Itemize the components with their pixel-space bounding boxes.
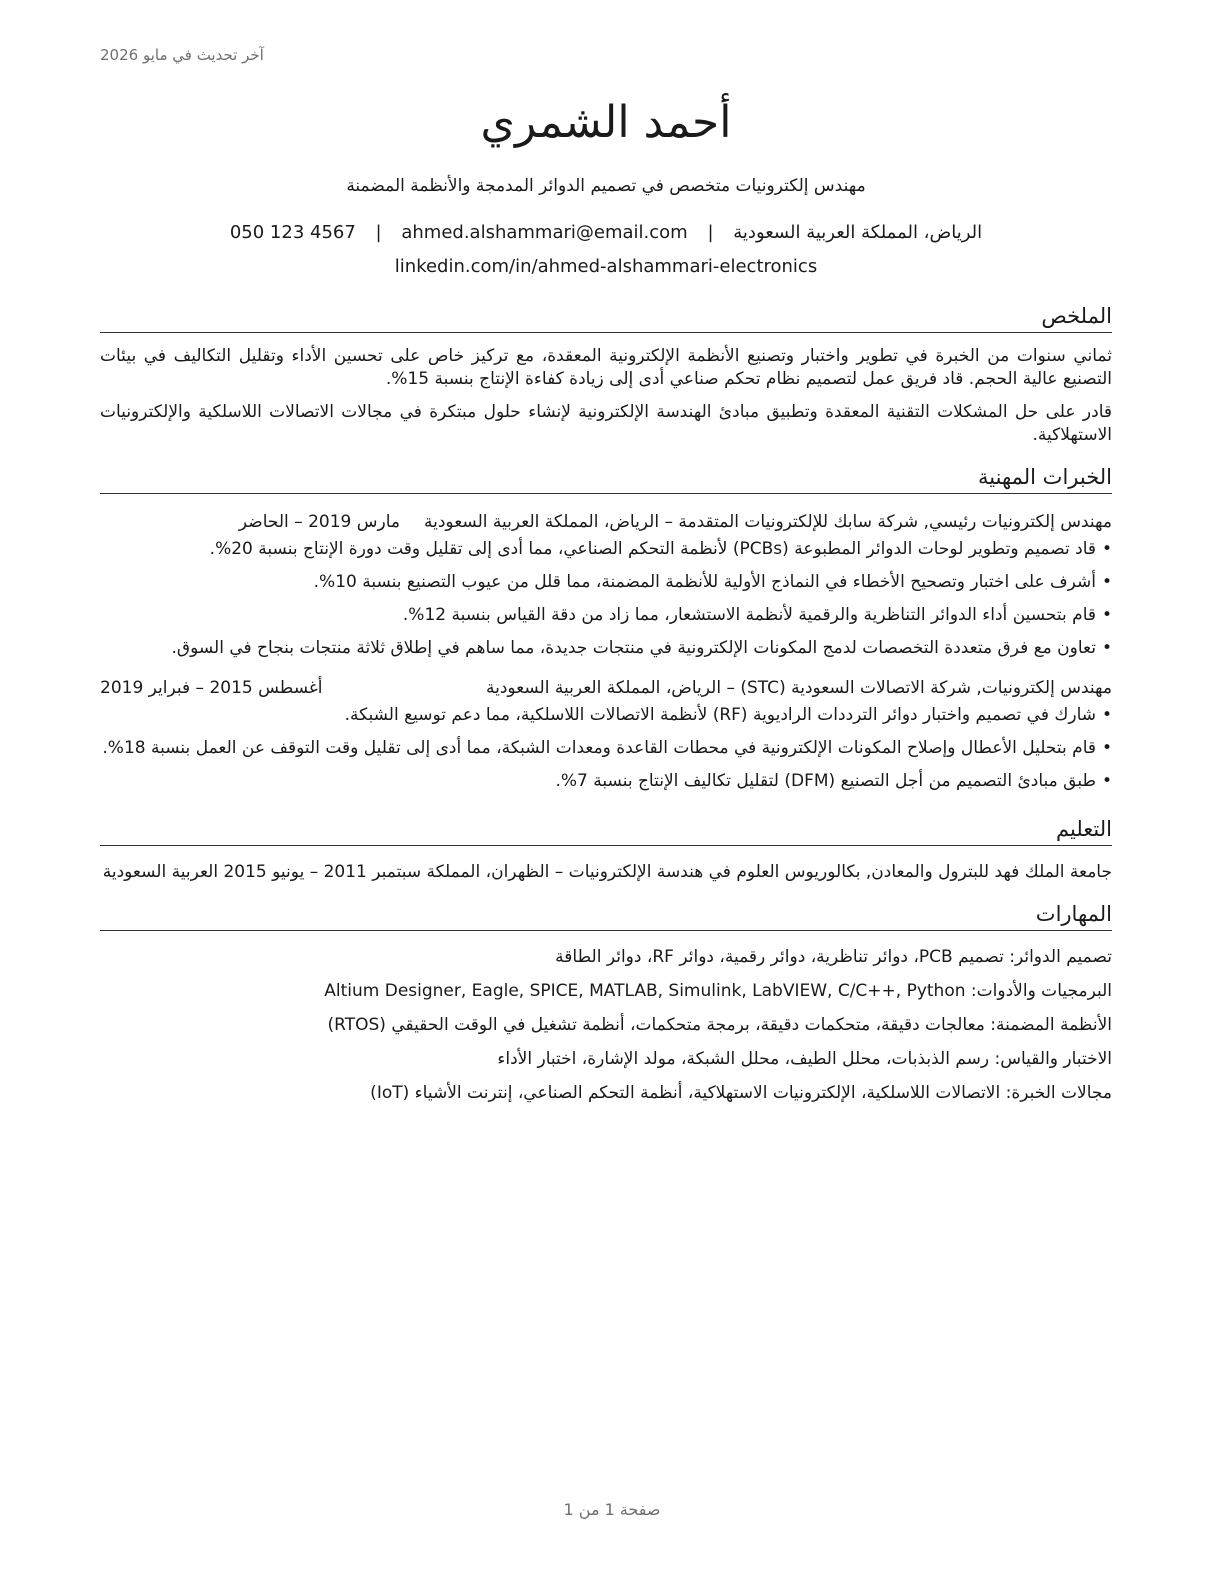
separator: | xyxy=(375,222,382,243)
separator: | xyxy=(707,222,714,243)
job-role-org: مهندس إلكترونيات رئيسي, شركة سابك للإلكترونيات المتقدمة – الرياض، المملكة العربية السعودية xyxy=(424,512,1112,532)
skill-line: تصميم الدوائر: تصميم PCB، دوائر تناظرية، دوائر رقمية، دوائر RF، دوائر الطاقة xyxy=(555,947,1112,967)
contact-line xyxy=(100,220,1112,246)
job-header xyxy=(100,510,1112,534)
skill-line: الاختبار والقياس: رسم الذبذبات، محلل الطيف، محلل الشبكة، مولد الإشارة، اختبار الأداء xyxy=(497,1049,1112,1069)
summary-paragraph: ثماني سنوات من الخبرة في تطوير واختبار وتصنيع الأنظمة الإلكترونية المعقدة، مع تركيز خاص على تحسين الأداء وتقليل التكاليف في بيئات التصنيع عالية الحجم. قاد فريق عمل لتصميم نظام تحكم صناعي أدى إلى زيادة كفاءة الإنتاج بنسبة 15%. xyxy=(100,346,1112,389)
job-bullet: • طبق مبادئ التصميم من أجل التصنيع (DFM) لتقليل تكاليف الإنتاج بنسبة 7%. xyxy=(100,770,1112,793)
section-title-experience: الخبرات المهنية xyxy=(100,463,1112,494)
job-bullet: • تعاون مع فرق متعددة التخصصات لدمج المكونات الإلكترونية في منتجات جديدة، مما ساهم في إطلاق ثلاثة منتجات بنجاح في السوق. xyxy=(100,637,1112,660)
job-bullet: • قاد تصميم وتطوير لوحات الدوائر المطبوعة (PCBs) لأنظمة التحكم الصناعي، مما أدى إلى تقليل وقت دورة الإنتاج بنسبة 20%. xyxy=(100,538,1112,561)
job-bullet: • شارك في تصميم واختبار دوائر الترددات الراديوية (RF) لأنظمة الاتصالات اللاسلكية، مما دعم توسيع الشبكة. xyxy=(100,704,1112,727)
section-title-skills: المهارات xyxy=(100,900,1112,931)
job-header xyxy=(100,676,1112,700)
summary-section xyxy=(100,302,1112,447)
linkedin-link[interactable]: linkedin.com/in/ahmed-alshammari-electronics xyxy=(394,256,818,277)
job-bullet: • قام بتحليل الأعطال وإصلاح المكونات الإلكترونية في محطات القاعدة ومعدات الشبكة، مما أدى إلى تقليل وقت التوقف عن العمل بنسبة 18%. xyxy=(100,737,1112,760)
job-bullet: • قام بتحسين أداء الدوائر التناظرية والرقمية لأنظمة الاستشعار، مما زاد من دقة القياس بنسبة 12%. xyxy=(100,604,1112,627)
job-bullet: • أشرف على اختبار وتصحيح الأخطاء في النماذج الأولية للأنظمة المضمنة، مما قلل من عيوب التصنيع بنسبة 10%. xyxy=(100,571,1112,594)
section-title-education: التعليم xyxy=(100,815,1112,846)
job-dates: أغسطس 2015 – فبراير 2019 xyxy=(100,678,323,698)
job-role-org: مهندس إلكترونيات, شركة الاتصالات السعودية (STC) – الرياض، المملكة العربية السعودية xyxy=(485,678,1112,698)
education-entry: جامعة الملك فهد للبترول والمعادن, بكالوريوس العلوم في هندسة الإلكترونيات – الظهران، المملكة سبتمبر 2011 – يونيو 2015 العربية السعودية xyxy=(102,862,1112,882)
location: الرياض، المملكة العربية السعودية xyxy=(733,222,983,243)
job-bullets xyxy=(100,538,1112,660)
phone[interactable]: 050 123 4567 xyxy=(229,222,356,243)
job-entry xyxy=(100,676,1112,793)
summary-paragraph: قادر على حل المشكلات التقنية المعقدة وتطبيق مبادئ الهندسة الإلكترونية لإنشاء حلول مبتكرة في مجالات الاتصالات اللاسلكية والإلكترونيات الاستهلاكية. xyxy=(100,402,1112,445)
page-number: صفحة 1 من 1 xyxy=(563,1500,661,1519)
education-section xyxy=(100,815,1112,884)
skill-line: مجالات الخبرة: الاتصالات اللاسلكية، الإلكترونيات الاستهلاكية، أنظمة التحكم الصناعي، إنترنت الأشياء (IoT) xyxy=(370,1083,1112,1103)
headline: مهندس إلكترونيات متخصص في تصميم الدوائر المدمجة والأنظمة المضمنة xyxy=(346,176,866,196)
job-entry xyxy=(100,510,1112,660)
skill-line: البرمجيات والأدوات: Altium Designer, Eagle, SPICE, MATLAB, Simulink, LabVIEW, C/C++, Python xyxy=(324,981,1112,1001)
skill-line: الأنظمة المضمنة: معالجات دقيقة، متحكمات دقيقة، برمجة متحكمات، أنظمة تشغيل في الوقت الحقيقي (RTOS) xyxy=(327,1015,1112,1035)
experience-section xyxy=(100,463,1112,793)
job-dates: مارس 2019 – الحاضر xyxy=(238,512,401,532)
job-bullets xyxy=(100,704,1112,793)
resume-page xyxy=(100,80,1112,1105)
last-updated: آخر تحديث في مايو 2026 xyxy=(100,46,264,64)
skills-section xyxy=(100,900,1112,1105)
section-title-summary: الملخص xyxy=(100,302,1112,333)
email[interactable]: ahmed.alshammari@email.com xyxy=(401,222,688,243)
candidate-name: أحمد الشمري xyxy=(480,97,732,148)
